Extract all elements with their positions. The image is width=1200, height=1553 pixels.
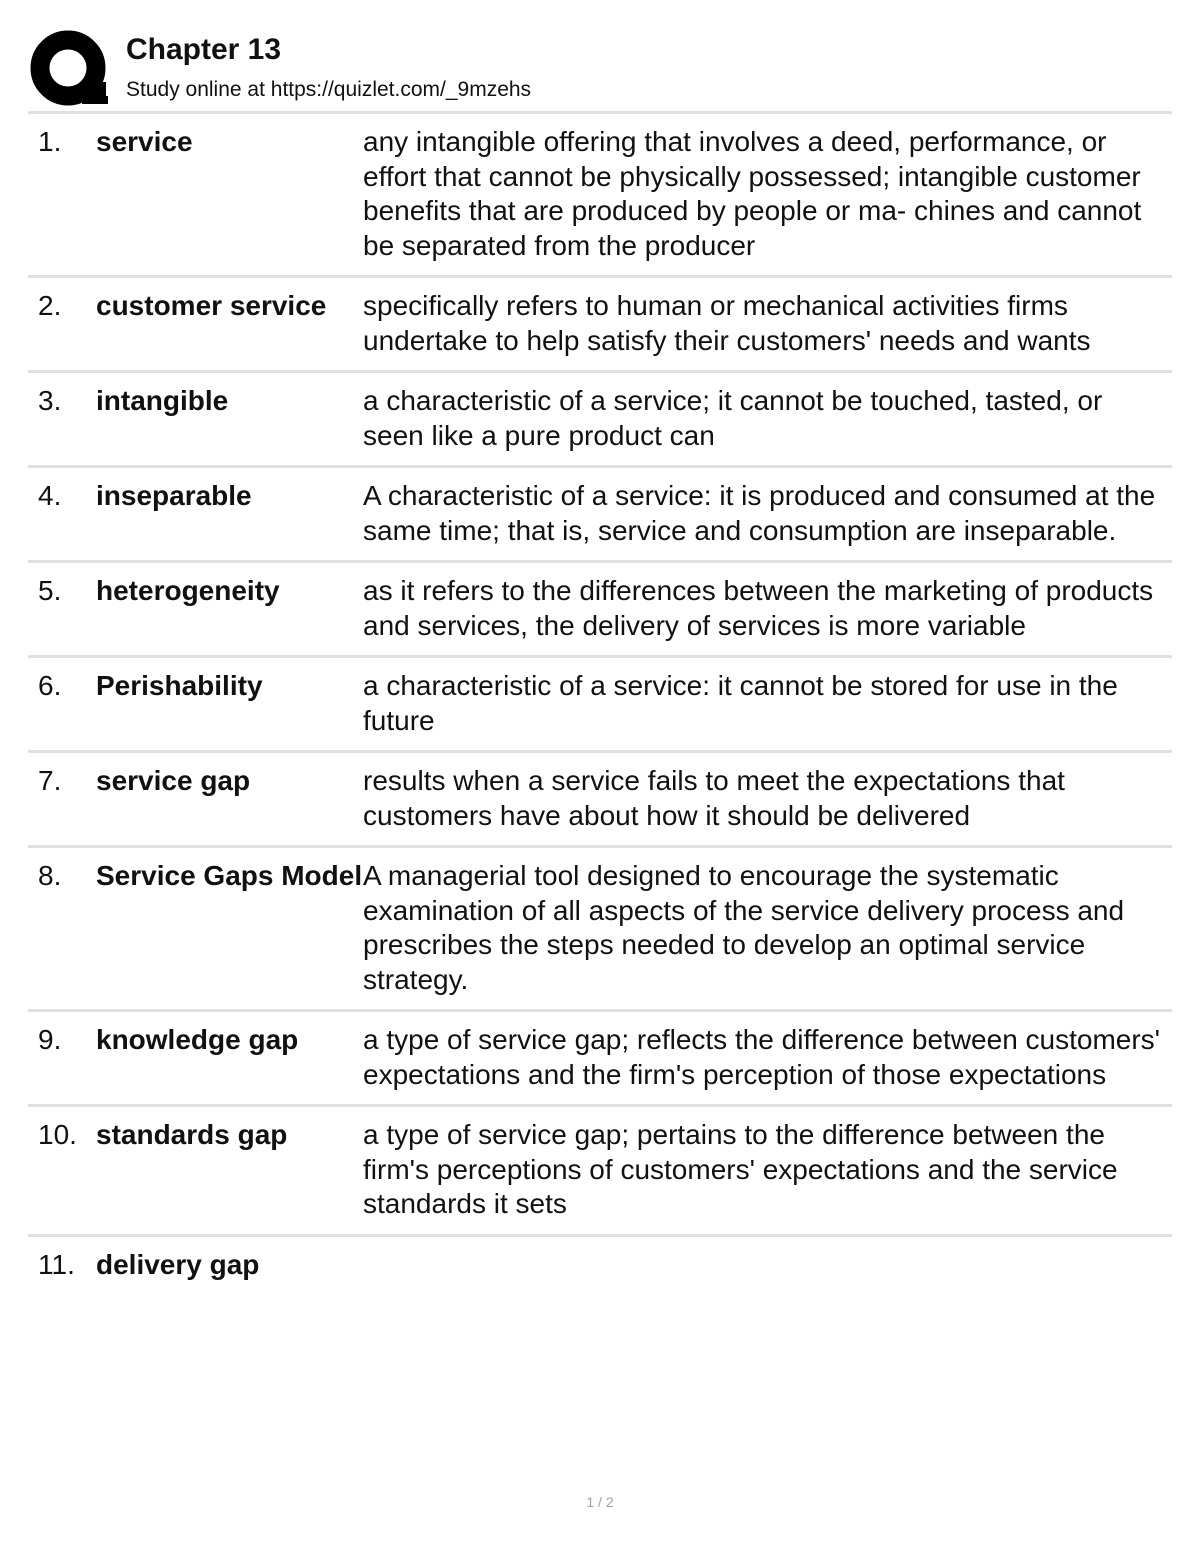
list-item bbox=[28, 275, 1172, 370]
item-number: 11. bbox=[38, 1248, 75, 1280]
item-definition: a type of service gap; pertains to the difference between the firm's perceptions of customers' expectations and the service standards it sets bbox=[363, 1119, 1118, 1219]
list-item bbox=[28, 1234, 1172, 1295]
list-item bbox=[28, 750, 1172, 845]
page-title: Chapter 13 bbox=[126, 33, 282, 66]
item-number: 5. bbox=[38, 575, 62, 606]
item-term: service gap bbox=[96, 765, 251, 796]
quizlet-logo-icon bbox=[30, 30, 110, 110]
item-number: 2. bbox=[38, 290, 62, 321]
flashcard-list bbox=[28, 111, 1172, 1294]
item-number: 4. bbox=[38, 480, 62, 511]
study-link-text: Study online at https://quizlet.com/_9mzehs bbox=[126, 78, 532, 101]
item-definition: any intangible offering that involves a deed, performance, or effort that cannot be physically possessed; intangible customer benefits that are produced by people or ma- chines and cannot be separated from the producer bbox=[363, 126, 1142, 261]
item-definition: A managerial tool designed to encourage the systematic examination of all aspects of the service delivery process and prescribes the steps needed to develop an optimal service strategy. bbox=[363, 860, 1125, 995]
item-number: 7. bbox=[38, 765, 62, 796]
item-definition: a characteristic of a service; it cannot be touched, tasted, or seen like a pure product can bbox=[363, 385, 1103, 451]
item-term: heterogeneity bbox=[96, 575, 280, 606]
list-item bbox=[28, 111, 1172, 275]
item-definition: as it refers to the differences between the marketing of products and services, the delivery of services is more variable bbox=[363, 575, 1154, 641]
item-term: customer service bbox=[96, 290, 327, 321]
list-item bbox=[28, 465, 1172, 560]
item-definition: a type of service gap; reflects the difference between customers' expectations and the firm's perception of those expectations bbox=[363, 1024, 1161, 1090]
item-term: Perishability bbox=[96, 670, 263, 701]
item-number: 1. bbox=[38, 126, 62, 157]
item-number: 3. bbox=[38, 385, 62, 416]
page-indicator: 1 / 2 bbox=[586, 1494, 614, 1510]
item-term: knowledge gap bbox=[96, 1024, 299, 1055]
item-definition: specifically refers to human or mechanical activities firms undertake to help satisfy their customers' needs and wants bbox=[363, 290, 1091, 356]
item-number: 10. bbox=[38, 1119, 77, 1150]
item-definition: results when a service fails to meet the expectations that customers have about how it should be delivered bbox=[363, 765, 1065, 831]
list-item bbox=[28, 370, 1172, 465]
item-term: intangible bbox=[96, 385, 229, 416]
item-number: 6. bbox=[38, 670, 62, 701]
item-term: inseparable bbox=[96, 480, 252, 511]
item-definition: a characteristic of a service: it cannot be stored for use in the future bbox=[363, 670, 1118, 736]
list-item bbox=[28, 1104, 1172, 1234]
list-item bbox=[28, 845, 1172, 1009]
item-number: 9. bbox=[38, 1024, 62, 1055]
item-term: service bbox=[96, 126, 193, 157]
list-item bbox=[28, 560, 1172, 655]
item-term: standards gap bbox=[96, 1119, 288, 1150]
list-item bbox=[28, 655, 1172, 750]
item-term: Service Gaps Model bbox=[96, 860, 363, 891]
page-header bbox=[28, 26, 1172, 112]
item-term: delivery gap bbox=[96, 1248, 260, 1280]
item-definition: A characteristic of a service: it is produced and consumed at the same time; that is, service and consumption are inseparable. bbox=[363, 480, 1156, 546]
item-number: 8. bbox=[38, 860, 62, 891]
list-item bbox=[28, 1009, 1172, 1104]
